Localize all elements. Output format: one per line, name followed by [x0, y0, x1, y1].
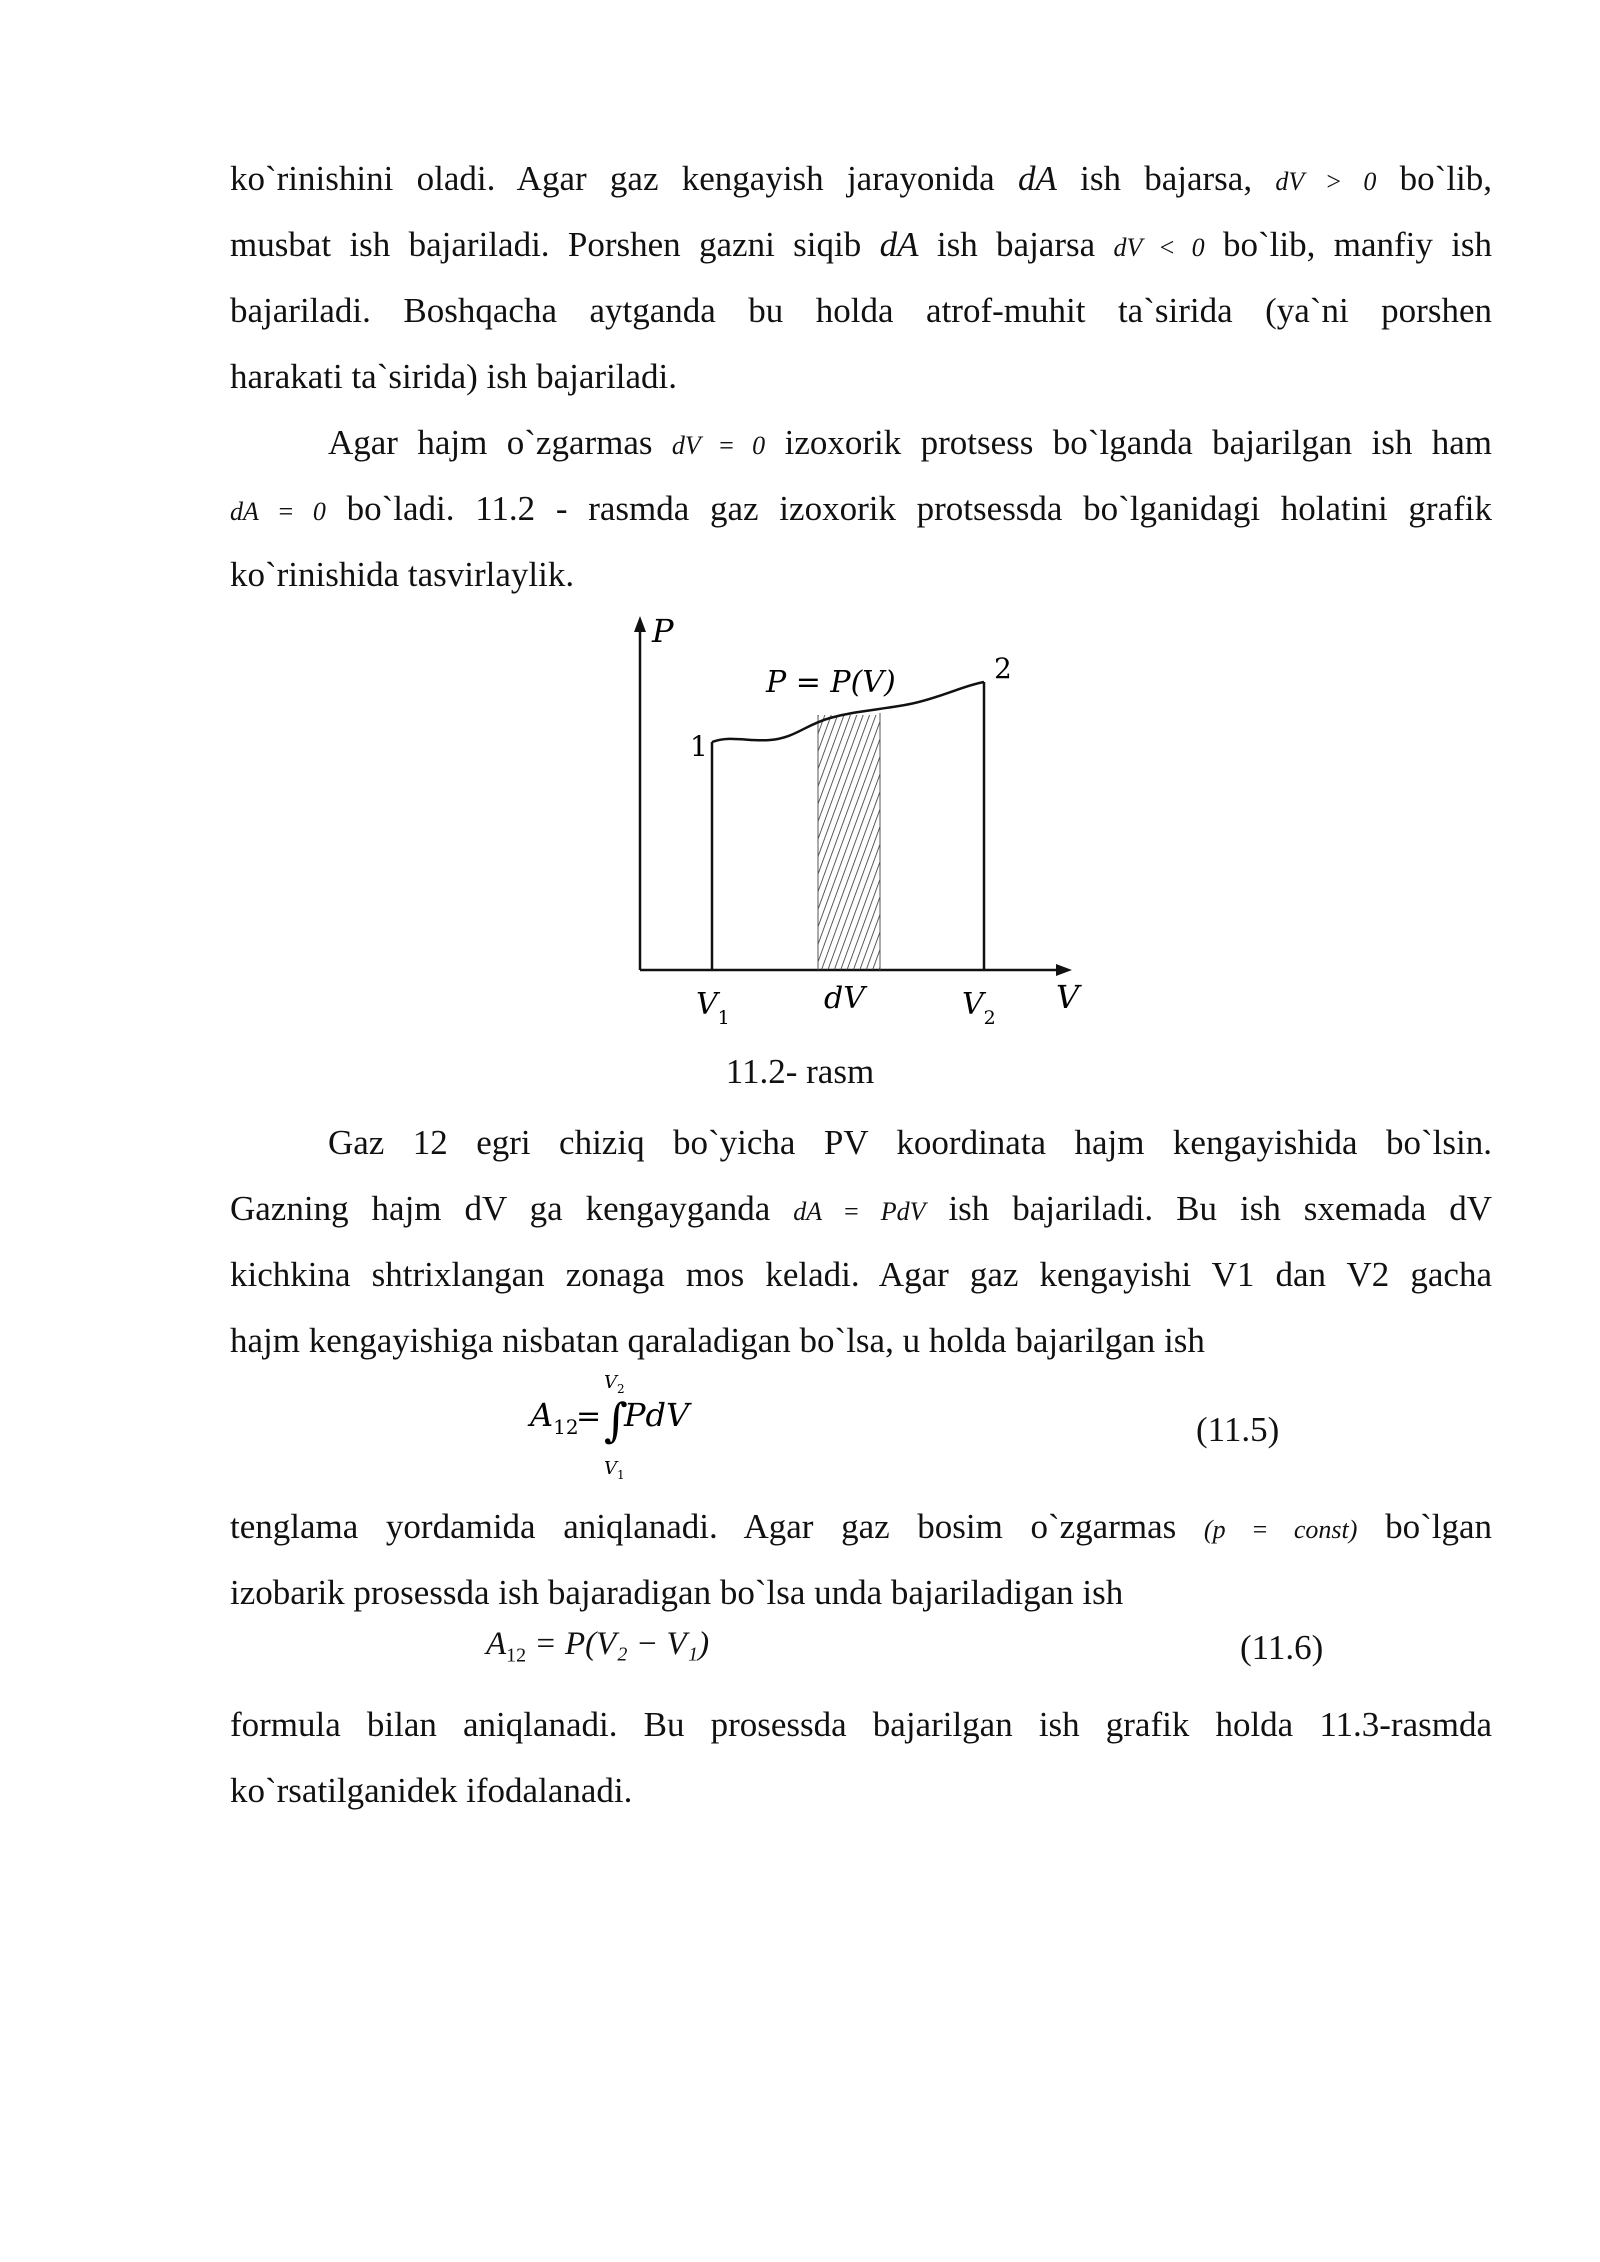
text-line: Agar hajm o`zgarmas dV = 0 izoxorik protsess bo`lganda bajarilgan ish ham [328, 423, 1492, 462]
text-line: hajm kengayishiga nisbatan qaraladigan bo`lsa, u holda bajarilgan ish [230, 1321, 1205, 1360]
paragraph-2 [230, 410, 1492, 608]
text-line: dA = 0 bo`ladi. 11.2 - rasmda gaz izoxorik protsessda bo`lganidagi holatini grafik [230, 489, 1492, 528]
text-line: ko`rinishini oladi. Agar gaz kengayish jarayonida dA ish bajarsa, dV > 0 bo`lib, [230, 159, 1492, 198]
math-inline: dV > 0 [1275, 167, 1377, 196]
math-inline: dV = 0 [671, 431, 766, 460]
svg-text:PdV: PdV [624, 1396, 690, 1434]
svg-text:V1: $V_1$ [604, 1458, 625, 1482]
axis-p-label: P [652, 612, 674, 650]
math-inline: dA = 0 [230, 497, 326, 526]
paragraph-5 [230, 1692, 1492, 1824]
axis-v-label: V [1056, 978, 1080, 1016]
v2-label: $V_2$ [962, 987, 996, 1029]
text-line: Gazning hajm dV ga kengayganda dA = PdV ish bajariladi. Bu ish sxemada dV [230, 1189, 1492, 1228]
math-inline: dA [879, 225, 919, 264]
dv-label: dV [824, 981, 865, 1016]
curve-label: P = P(V) [766, 665, 896, 700]
math-inline: (p = const) [1203, 1515, 1358, 1544]
p-axis-arrow [634, 616, 646, 632]
text-line: izobarik prosessda ish bajaradigan bo`lsa unda bajariladigan ish [230, 1573, 1124, 1612]
paragraph-1 [230, 146, 1492, 410]
v-axis-arrow [1056, 964, 1072, 976]
math-inline: dV < 0 [1113, 233, 1205, 262]
text-line: tenglama yordamida aniqlanadi. Agar gaz bosim o`zgarmas (p = const) bo`lgan [230, 1507, 1492, 1546]
text-line: ko`rinishida tasvirlaylik. [230, 555, 575, 594]
integral-sign: ∫ [604, 1393, 628, 1447]
svg-text:=: = [576, 1399, 602, 1434]
text-line: kichkina shtrixlangan zonaga mos keladi. Agar gaz kengayishi V1 dan V2 gacha [230, 1255, 1492, 1294]
svg-text:V2: $V_2$ [604, 1372, 625, 1396]
text-line: formula bilan aniqlanadi. Bu prosessda bajarilgan ish grafik holda 11.3-rasmda [230, 1705, 1492, 1744]
hatched-strip-dv [818, 715, 880, 970]
text-line: musbat ish bajariladi. Porshen gazni siqib dA ish bajarsa dV < 0 bo`lib, manfiy ish [230, 225, 1492, 264]
text-line: ko`rsatilganidek ifodalanadi. [230, 1771, 633, 1810]
point-1-label: 1 [690, 730, 708, 763]
v1-label: $V_1$ [696, 987, 730, 1029]
point-2-label: 2 [994, 652, 1012, 685]
text-line: Gaz 12 egri chiziq bo`yicha PV koordinata hajm kengayishida bo`lsin. [328, 1123, 1492, 1162]
equation-number: (11.6) [1240, 1628, 1324, 1667]
equation-number: (11.5) [1196, 1410, 1280, 1449]
svg-text:A12: $A_{12}$ [530, 1396, 579, 1439]
math-inline: dA = PdV [793, 1197, 926, 1226]
text-line: bajariladi. Boshqacha aytganda bu holda atrof-muhit ta`sirida (ya`ni porshen [230, 291, 1492, 330]
paragraph-3 [230, 1110, 1492, 1374]
equation-11-5 [520, 1368, 720, 1488]
text-line: harakati ta`sirida) ish bajariladi. [230, 357, 678, 396]
pv-diagram [620, 610, 1100, 1030]
figure-caption: 11.2- rasm [725, 1052, 875, 1091]
equation-11-6: $A_{12} = P(V_2 - V_1)$ [486, 1626, 710, 1667]
math-inline: dA [1017, 159, 1057, 198]
paragraph-4 [230, 1494, 1492, 1626]
